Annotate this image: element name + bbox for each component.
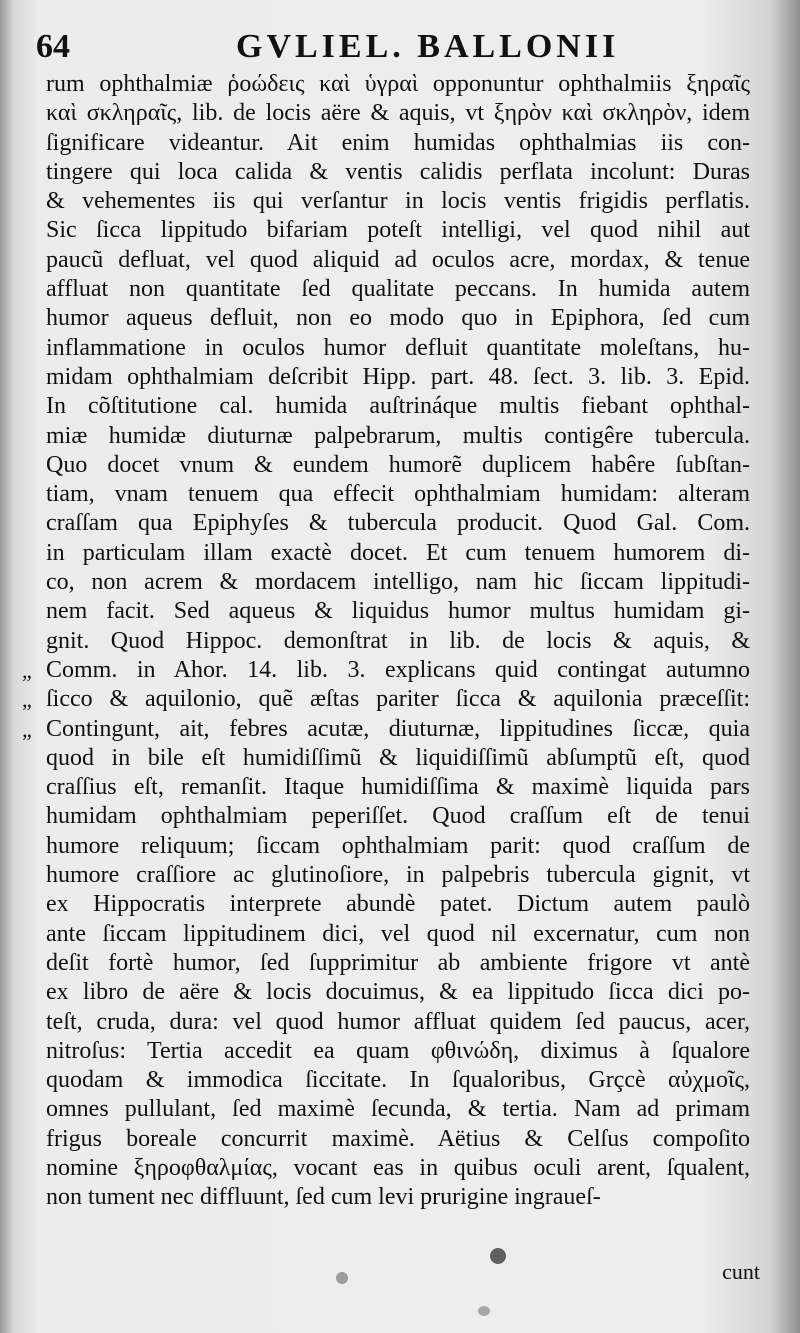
text-line [46,334,750,363]
margin-quote-mark: „ [22,716,32,742]
text-line [46,744,750,773]
text-line [22,685,750,714]
text-line [46,246,750,275]
ink-blot [490,1248,506,1264]
text-line [46,187,750,216]
line-text: non tument nec diffluunt, ſed cum levi prurigine ingraueſ- [46,1184,601,1211]
line-text: paucũ defluat, vel quod aliquid ad oculos acre, mordax, & tenue [46,246,750,273]
text-line [46,275,750,304]
line-text: ex libro de aëre & locis docuimus, & ea lippitudo ſicca dici po- [46,979,750,1006]
line-text: ex Hippocratis interprete abundè patet. Dictum autem paulò [46,891,750,918]
text-line [46,304,750,333]
text-line [46,949,750,978]
text-line [46,392,750,421]
line-text: humore craſſiore ac glutinoſiore, in palpebris tubercula gignit, vt [46,862,750,889]
text-line [46,1037,750,1066]
text-line [46,802,750,831]
line-text: teſt, cruda, dura: vel quod humor affluat quidem ſed paucus, acer, [46,1008,750,1035]
text-line [46,597,750,626]
running-head: GVLIEL. BALLONII [236,28,620,65]
text-line [46,890,750,919]
line-text: ſignificare videantur. Ait enim humidas ophthalmias iis con- [46,129,750,156]
line-text: Comm. in Ahor. 14. lib. 3. explicans quid contingat autumno [46,656,750,683]
line-text: humore reliquum; ſiccam ophthalmiam parit: quod craſſum de [46,832,750,859]
text-line [46,363,750,392]
text-line [46,1066,750,1095]
line-text: Quo docet vnum & eundem humorẽ duplicem habêre ſubſtan- [46,451,750,478]
line-text: co, non acrem & mordacem intelligo, nam hic ſiccam lippitudi- [46,569,750,596]
text-line [46,832,750,861]
text-line [46,158,750,187]
line-text: tingere qui loca calida & ventis calidis perflata incolunt: Duras [46,158,750,185]
line-text: nomine ξηροφθαλμίας, vocant eas in quibus oculi arent, ſqualent, [46,1154,750,1181]
line-text: ſicco & aquilonio, quẽ æſtas pariter ſicca & aquilonia præceſſit: [46,686,750,713]
text-line [46,451,750,480]
line-text: & vehementes iis qui verſantur in locis ventis frigidis perflatis. [46,188,750,215]
line-text: tiam, vnam tenuem qua effecit ophthalmiam humidam: alteram [46,481,750,508]
text-line [46,568,750,597]
text-line [46,1008,750,1037]
line-text: humidam ophthalmiam peperiſſet. Quod craſſum eſt de tenui [46,803,750,830]
text-line [46,1125,750,1154]
line-text: in particulam illam exactè docet. Et cum tenuem humorem di- [46,539,750,566]
margin-quote-mark: „ [22,687,32,713]
line-text: καὶ σκληραῖς, lib. de locis aëre & aquis, vt ξηρὸν καὶ σκληρὸν, idem [46,100,750,127]
page-number: 64 [36,28,70,65]
text-line [22,715,750,744]
line-text: nitroſus: Tertia accedit ea quam φθινώδη, diximus à ſqualore [46,1037,750,1064]
line-text: Contingunt, ait, febres acutæ, diuturnæ, lippitudines ſiccæ, quia [46,715,750,742]
ink-blot [336,1272,348,1284]
text-line [46,422,750,451]
text-line [46,978,750,1007]
text-line [46,773,750,802]
text-line [46,1095,750,1124]
line-text: humor aqueus defluit, non eo modo quo in Epiphora, ſed cum [46,305,750,332]
line-text: deſit fortè humor, ſed ſupprimitur ab ambiente frigore vt antè [46,949,750,976]
text-line [46,70,750,99]
text-line [46,539,750,568]
line-text: craſſam qua Epiphyſes & tubercula producit. Quod Gal. Com. [46,510,750,537]
line-text: quodam & immodica ſiccitate. In ſqualoribus, Grçcè αὐχμοῖς, [46,1067,750,1094]
margin-quote-mark: „ [22,657,32,683]
line-text: gnit. Quod Hippoc. demonſtrat in lib. de locis & aquis, & [46,627,750,654]
line-text: rum ophthalmiæ ῥοώδεις καὶ ὑγραὶ opponuntur ophthalmiis ξηραῖς [46,71,750,97]
text-line [46,99,750,128]
line-text: craſſius eſt, remanſit. Itaque humidiſſima & maximè liquida pars [46,774,750,801]
text-line [46,861,750,890]
text-line [46,627,750,656]
line-text: miæ humidæ diuturnæ palpebrarum, multis contigêre tubercula. [46,422,750,449]
body-text [22,70,750,1213]
text-line [46,216,750,245]
text-line [46,920,750,949]
line-text: midam ophthalmiam deſcribit Hipp. part. 48. ſect. 3. lib. 3. Epid. [46,363,750,390]
line-text: frigus boreale concurrit maximè. Aëtius & Celſus compoſito [46,1125,750,1152]
line-text: nem facit. Sed aqueus & liquidus humor multus humidam gi- [46,598,750,625]
line-text: omnes pullulant, ſed maximè ſecunda, & tertia. Nam ad primam [46,1096,750,1123]
text-line [46,480,750,509]
line-text: inflammatione in oculos humor defluit quantitate moleſtans, hu- [46,334,750,361]
text-line [22,656,750,685]
line-text: affluat non quantitate ſed qualitate peccans. In humida autem [46,276,750,303]
ink-blot [478,1306,490,1316]
text-line [46,509,750,538]
line-text: Sic ſicca lippitudo bifariam poteſt intelligi, vel quod nihil aut [46,217,750,244]
catchword: cunt [722,1259,760,1284]
text-line [46,1154,750,1183]
text-line [46,1183,750,1212]
line-text: ante ſiccam lippitudinem dici, vel quod nil excernatur, cum non [46,920,750,947]
line-text: In cõſtitutione cal. humida auſtrináque multis fiebant ophthal- [46,393,750,420]
text-line [46,129,750,158]
page-header [36,28,756,72]
line-text: quod in bile eſt humidiſſimũ & liquidiſſimũ abſumptũ eſt, quod [46,744,750,771]
